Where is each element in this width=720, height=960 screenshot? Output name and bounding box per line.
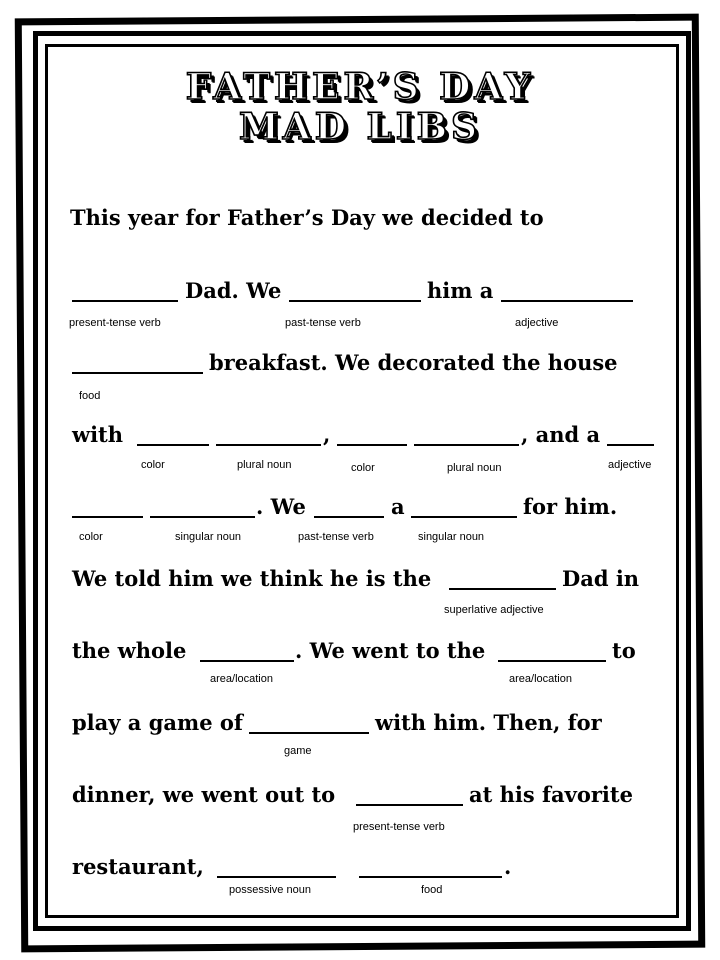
story-text: Dad in (562, 566, 640, 591)
story-text: restaurant, (72, 854, 204, 879)
label-food: food (421, 884, 443, 896)
story-text: at his favorite (469, 782, 633, 807)
blank-area-location-2[interactable] (498, 660, 606, 662)
blank-color-1[interactable] (137, 444, 209, 446)
story-text: . We (256, 494, 306, 519)
blank-food-2[interactable] (359, 876, 502, 878)
story-line-6 (0, 564, 720, 594)
story-text: a (391, 494, 405, 519)
story-text: . (504, 854, 512, 879)
label-present-tense-verb: present-tense verb (69, 317, 161, 329)
story-text: with (72, 422, 124, 447)
blank-adjective-2[interactable] (607, 444, 654, 446)
label-adjective: adjective (608, 459, 652, 471)
blank-color-3[interactable] (72, 516, 143, 518)
label-plural-noun: plural noun (237, 459, 292, 471)
blank-plural-noun-1[interactable] (216, 444, 321, 446)
blank-singular-noun-1[interactable] (150, 516, 255, 518)
blank-game[interactable] (249, 732, 369, 734)
label-area-location: area/location (210, 673, 273, 685)
blank-plural-noun-2[interactable] (414, 444, 519, 446)
story-text: , (323, 422, 331, 447)
label-color: color (141, 459, 165, 471)
story-text: the whole (72, 638, 187, 663)
label-color: color (351, 462, 375, 474)
label-singular-noun: singular noun (418, 531, 485, 543)
story-text: dinner, we went out to (72, 782, 336, 807)
story-text: Dad. We (185, 278, 282, 303)
blank-area-location-1[interactable] (200, 660, 294, 662)
label-adjective: adjective (515, 317, 559, 329)
story-text: This year for Father’s Day we decided to (70, 205, 544, 230)
story-text: him a (427, 278, 494, 303)
title-line-1: FATHER’S DAY (185, 66, 535, 108)
blank-past-tense-verb-2[interactable] (314, 516, 384, 518)
label-plural-noun: plural noun (447, 462, 502, 474)
label-past-tense-verb: past-tense verb (298, 531, 374, 543)
blank-color-2[interactable] (337, 444, 407, 446)
story-text: with him. Then, for (375, 710, 602, 735)
blank-food-1[interactable] (72, 372, 203, 374)
label-possessive-noun: possessive noun (229, 884, 311, 896)
label-singular-noun: singular noun (175, 531, 242, 543)
title-line-2: MAD LIBS (238, 106, 482, 148)
label-present-tense-verb: present-tense verb (353, 821, 445, 833)
story-text: , and a (521, 422, 601, 447)
label-past-tense-verb: past-tense verb (285, 317, 361, 329)
story-text: . We went to the (295, 638, 486, 663)
blank-superlative-adjective[interactable] (449, 588, 556, 590)
story-text: for him. (523, 494, 618, 519)
label-color: color (79, 531, 103, 543)
blank-past-tense-verb-1[interactable] (289, 300, 421, 302)
story-text: We told him we think he is the (72, 566, 432, 591)
blank-adjective-1[interactable] (501, 300, 633, 302)
label-food: food (79, 390, 101, 402)
story-text: breakfast. We decorated the house (209, 350, 618, 375)
blank-present-tense-verb-2[interactable] (356, 804, 463, 806)
blank-present-tense-verb-1[interactable] (72, 300, 178, 302)
story-line-7 (0, 636, 720, 666)
label-game: game (284, 745, 312, 757)
blank-possessive-noun[interactable] (217, 876, 336, 878)
label-superlative-adjective: superlative adjective (444, 604, 544, 616)
blank-singular-noun-2[interactable] (411, 516, 517, 518)
story-line-1 (70, 203, 544, 233)
story-text: play a game of (72, 710, 243, 735)
story-text: to (612, 638, 636, 663)
label-area-location: area/location (509, 673, 572, 685)
